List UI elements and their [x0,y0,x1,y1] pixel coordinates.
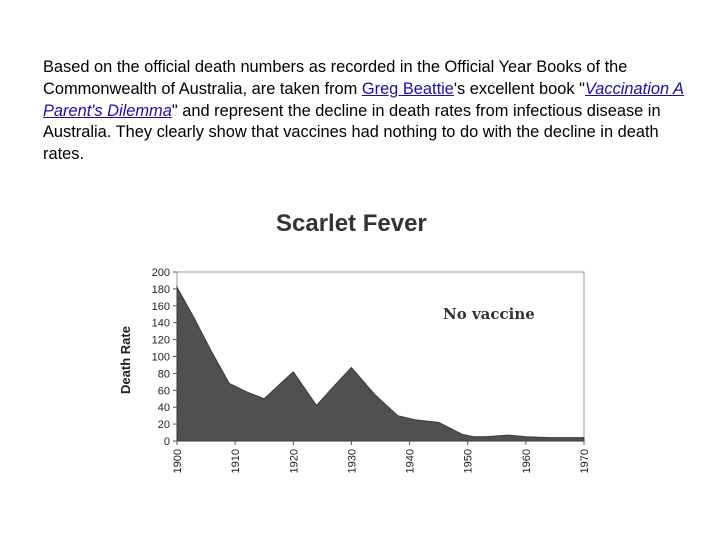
intro-text-3: " and represent the decline in death rates from infectious disease in Australia. They clearly show that vaccines had nothing to do with the decline in death rates. [43,101,661,164]
y-tick-label: 140 [151,317,170,330]
intro-text-2: 's excellent book " [453,79,585,98]
intro-text-1: Based on the official death numbers as recorded in the Official Year Books of the Commonwealth of Australia, are taken from [43,58,628,98]
x-tick-label: 1960 [520,449,533,474]
y-tick-label: 200 [151,267,170,279]
y-tick-label: 160 [151,300,170,313]
x-tick-label: 1950 [462,449,475,474]
book-link[interactable]: Vaccination A Parent's Dilemma [43,79,684,120]
y-tick-label: 180 [151,283,170,296]
y-tick-label: 100 [151,351,170,364]
scarlet-fever-chart [100,200,610,490]
y-tick-label: 60 [157,385,170,398]
x-tick-label: 1920 [288,449,301,474]
x-tick-label: 1910 [230,449,243,474]
intro-paragraph [43,57,693,166]
x-tick-label: 1900 [172,449,184,474]
x-tick-label: 1970 [579,449,591,474]
y-tick-label: 40 [157,402,170,415]
x-tick-label: 1930 [346,449,359,474]
x-tick-label: 1940 [404,449,417,474]
chart-title: Scarlet Fever [276,210,427,237]
y-tick-label: 120 [151,334,170,347]
y-tick-label: 20 [157,419,170,432]
y-axis-label: Death Rate [118,326,133,394]
y-tick-label: 0 [163,436,170,448]
y-tick-label: 80 [157,368,170,381]
author-link[interactable]: Greg Beattie [361,79,454,98]
annotation-no-vaccine: No vaccine [443,305,535,323]
